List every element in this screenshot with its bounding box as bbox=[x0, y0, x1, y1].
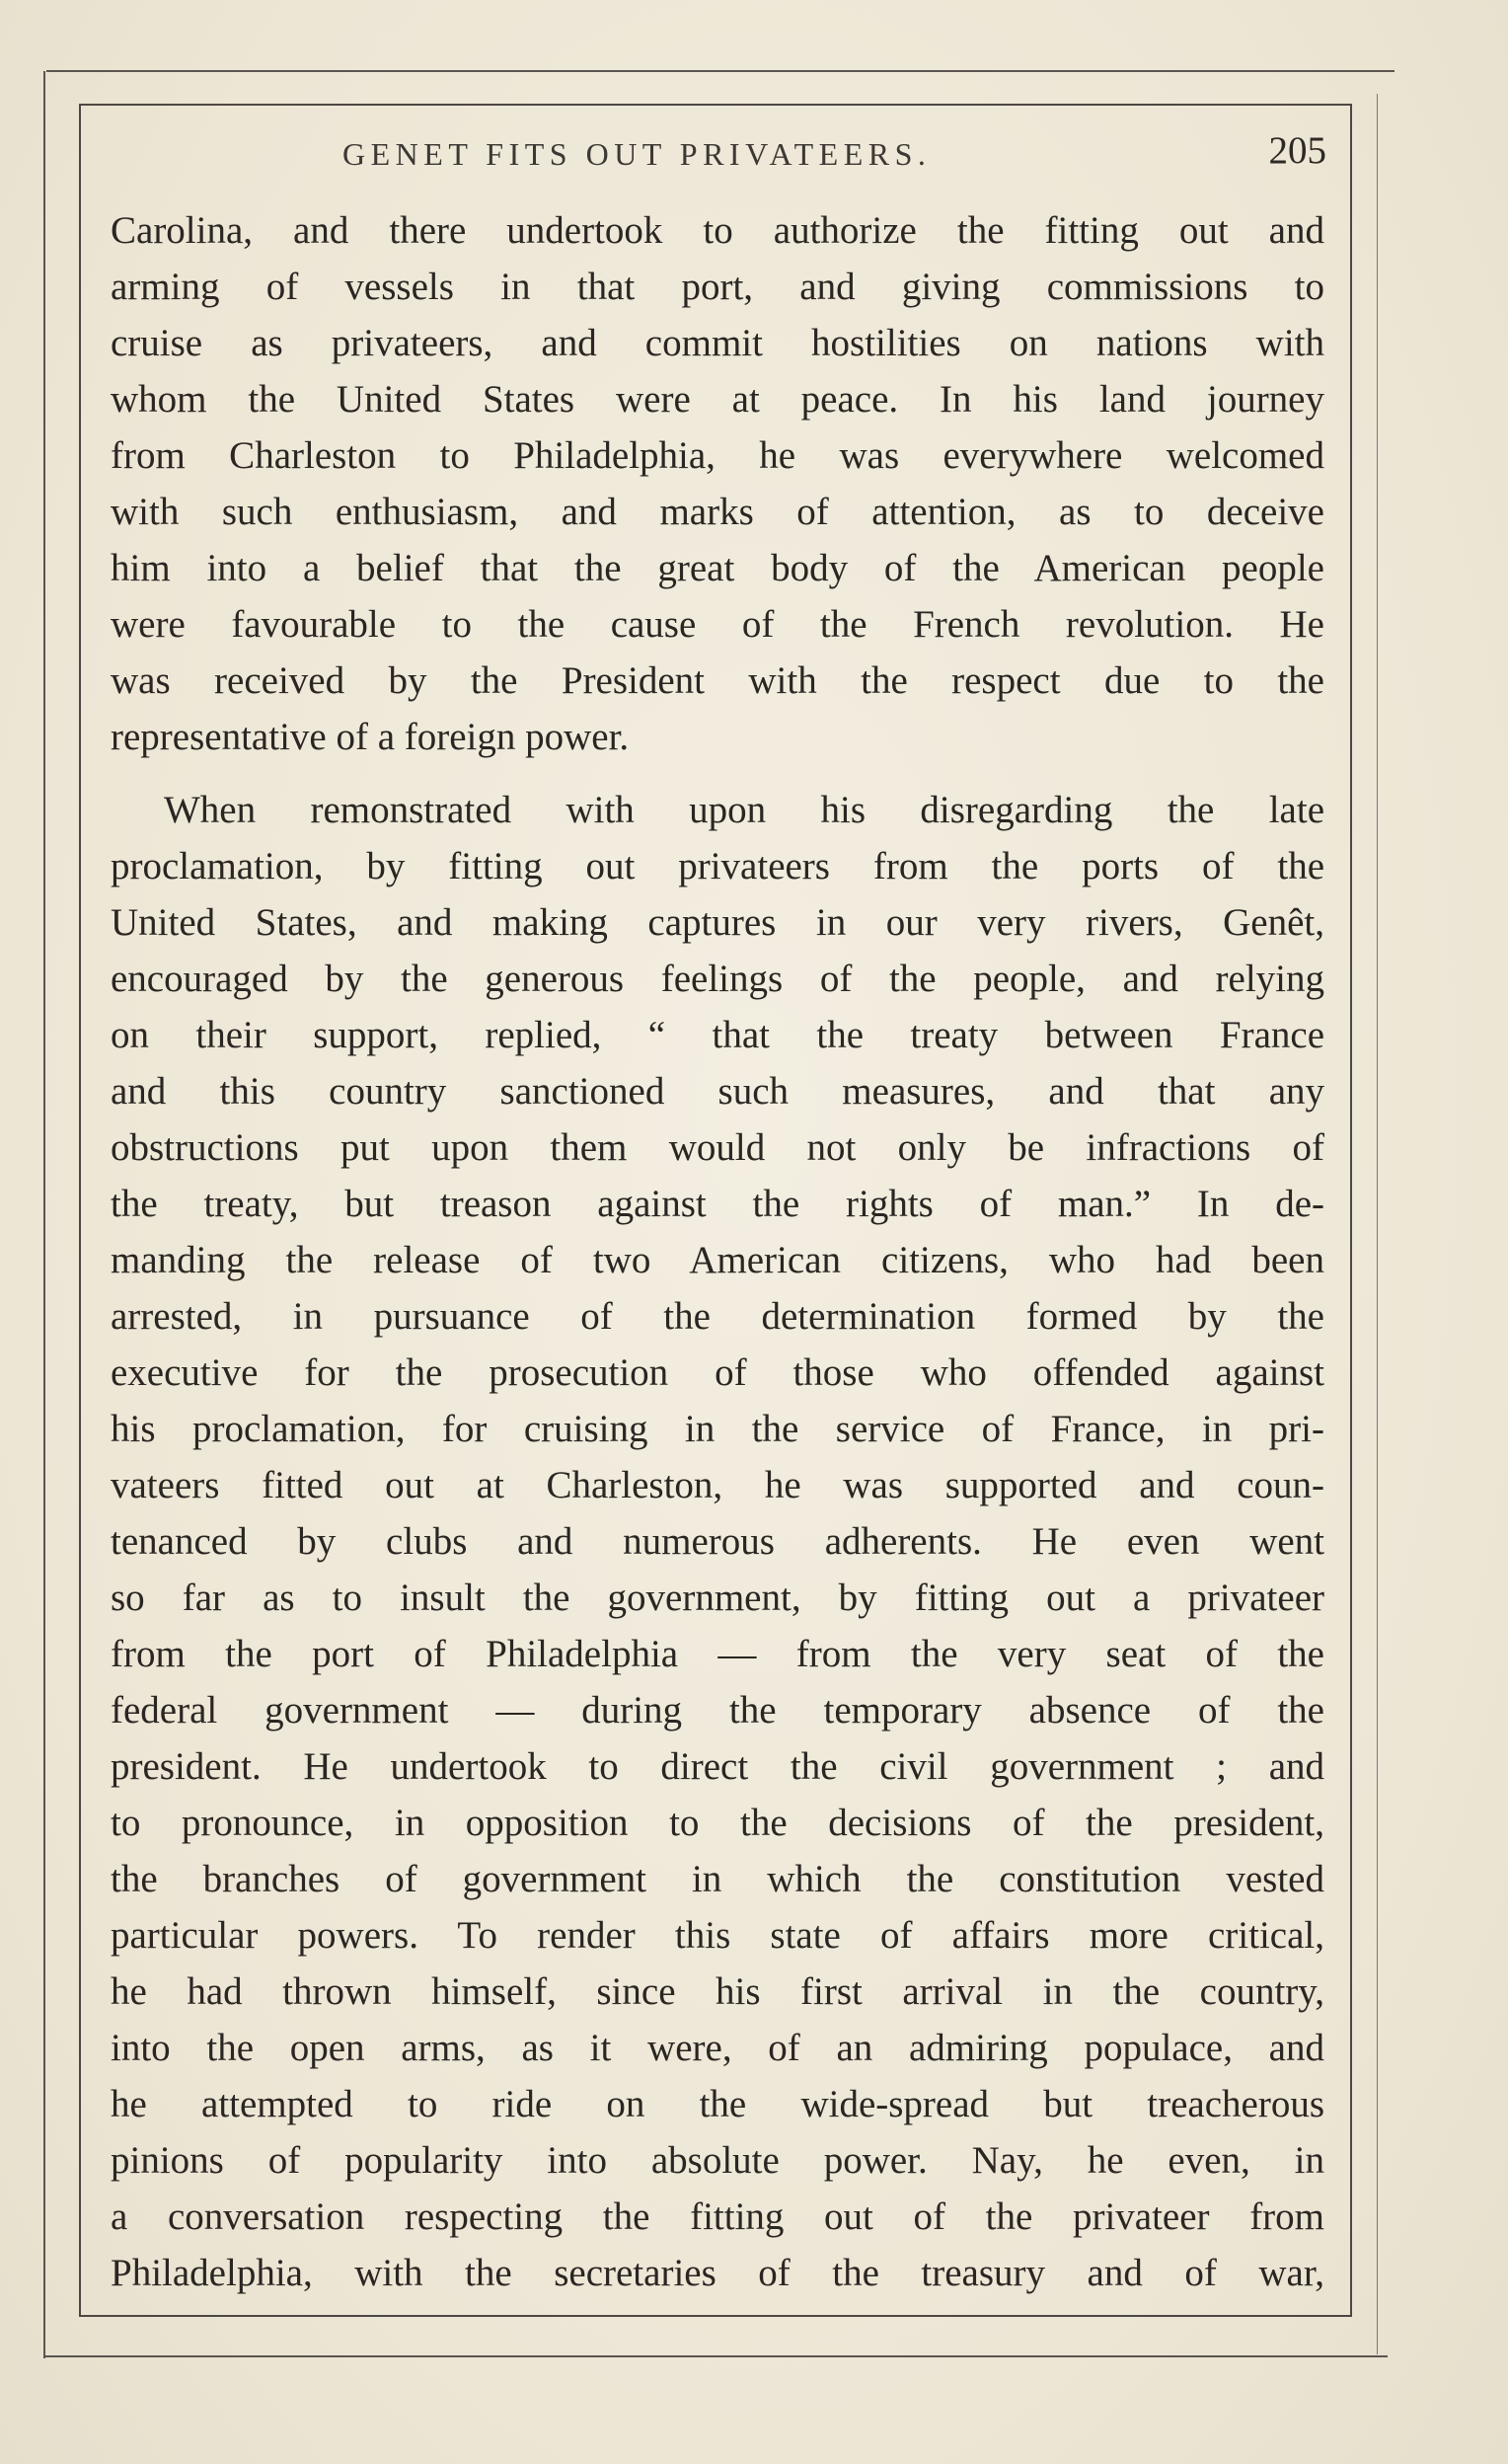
running-title: GENET FITS OUT PRIVATEERS. bbox=[342, 136, 932, 172]
text-line: was received by the President with the respect due to the bbox=[111, 659, 1324, 702]
text-line: United States, and making captures in our very rivers, Genêt, bbox=[111, 901, 1324, 944]
paragraph-gap bbox=[111, 765, 1324, 782]
text-line: representative of a foreign power. bbox=[111, 716, 630, 758]
text-line: arming of vessels in that port, and giving commissions to bbox=[111, 266, 1324, 308]
text-line: so far as to insult the government, by fitting out a privateer bbox=[111, 1577, 1324, 1619]
text-line: vateers fitted out at Charleston, he was supported and coun- bbox=[111, 1464, 1324, 1506]
text-line: encouraged by the generous feelings of the people, and relying bbox=[111, 958, 1324, 1000]
text-line: the branches of government in which the constitution vested bbox=[111, 1858, 1324, 1900]
text-line: Carolina, and there undertook to authorize the fitting out and bbox=[111, 209, 1324, 252]
text-line: him into a belief that the great body of the American people bbox=[111, 547, 1324, 589]
text-line: tenanced by clubs and numerous adherents. He even went bbox=[111, 1520, 1324, 1563]
text-line: obstructions put upon them would not only be infractions of bbox=[111, 1126, 1324, 1169]
outer-frame-bottom-rule bbox=[43, 2355, 1388, 2357]
text-line: manding the release of two American citizens, who had been bbox=[111, 1239, 1324, 1281]
text-line: were favourable to the cause of the French revolution. He bbox=[111, 603, 1324, 646]
text-line: Philadelphia, with the secretaries of the treasury and of war, bbox=[111, 2252, 1324, 2294]
text-line: proclamation, by fitting out privateers from the ports of the bbox=[111, 845, 1324, 887]
text-line: president. He undertook to direct the civil government ; and bbox=[111, 1745, 1324, 1788]
outer-frame-left-rule bbox=[43, 71, 45, 2358]
paragraph-1 bbox=[111, 202, 1324, 765]
outer-frame-right-rule bbox=[1377, 94, 1378, 2354]
text-line: he attempted to ride on the wide-spread but treacherous bbox=[111, 2083, 1324, 2125]
text-line: from Charleston to Philadelphia, he was everywhere welcomed bbox=[111, 434, 1324, 477]
text-line: to pronounce, in opposition to the decisions of the president, bbox=[111, 1802, 1324, 1844]
text-line: from the port of Philadelphia — from the very seat of the bbox=[111, 1633, 1324, 1675]
page-header bbox=[111, 128, 1326, 178]
text-line: federal government — during the temporary absence of the bbox=[111, 1689, 1324, 1732]
text-line: with such enthusiasm, and marks of attention, as to deceive bbox=[111, 491, 1324, 533]
text-line: on their support, replied, “ that the treaty between France bbox=[111, 1014, 1324, 1056]
text-line: he had thrown himself, since his first arrival in the country, bbox=[111, 1970, 1324, 2013]
body-text bbox=[111, 202, 1324, 2301]
text-line: a conversation respecting the fitting out of the privateer from bbox=[111, 2195, 1324, 2238]
text-line: the treaty, but treason against the rights of man.” In de- bbox=[111, 1183, 1324, 1225]
text-line: pinions of popularity into absolute power. Nay, he even, in bbox=[111, 2139, 1324, 2182]
text-line: particular powers. To render this state of affairs more critical, bbox=[111, 1914, 1324, 1957]
text-line: arrested, in pursuance of the determination formed by the bbox=[111, 1295, 1324, 1338]
text-line: his proclamation, for cruising in the service of France, in pri- bbox=[111, 1408, 1324, 1450]
paragraph-2 bbox=[111, 782, 1324, 2301]
text-line: and this country sanctioned such measures, and that any bbox=[111, 1070, 1324, 1113]
text-line: whom the United States were at peace. In his land journey bbox=[111, 378, 1324, 421]
text-line: executive for the prosecution of those who offended against bbox=[111, 1351, 1324, 1394]
outer-frame-top-rule bbox=[46, 70, 1395, 72]
text-line: cruise as privateers, and commit hostilities on nations with bbox=[111, 322, 1324, 364]
text-line: into the open arms, as it were, of an admiring populace, and bbox=[111, 2027, 1324, 2069]
page-number: 205 bbox=[1268, 129, 1326, 172]
text-line: When remonstrated with upon his disregarding the late bbox=[164, 789, 1324, 831]
